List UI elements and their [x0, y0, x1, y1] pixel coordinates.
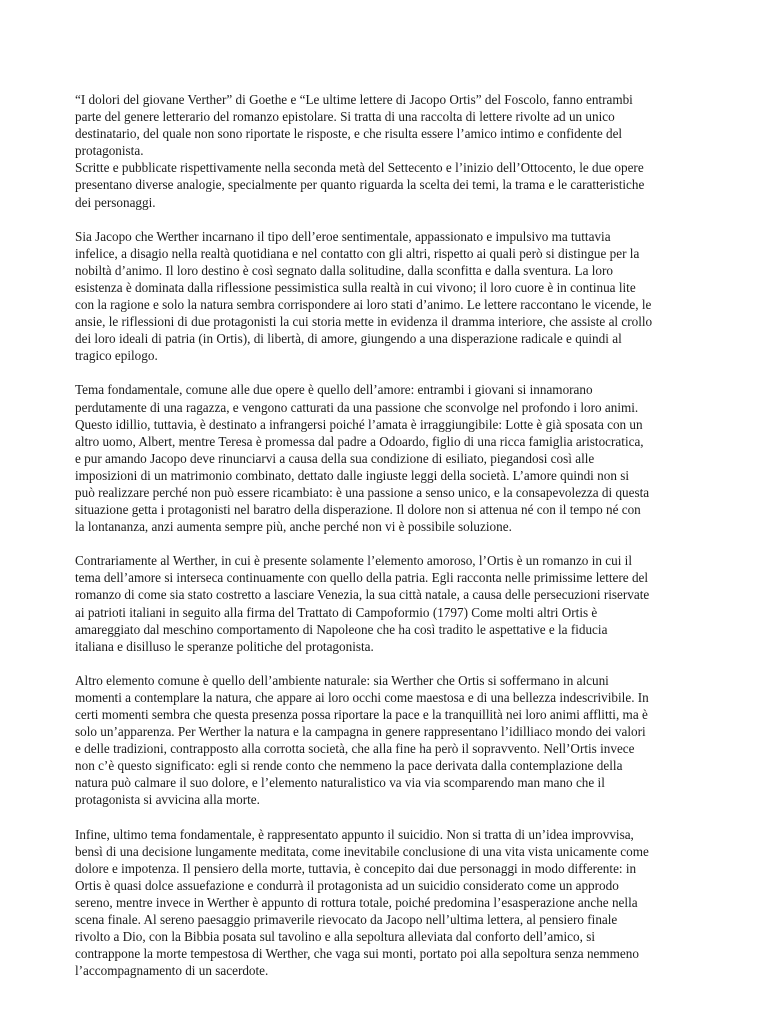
document-page — [75, 91, 697, 979]
paragraph-love-theme: Tema fondamentale, comune alle due opere è quello dell’amore: entrambi i giovani si innamorano perdutamente di una ragazza, e vengono catturati da una passione che sconvolge nel profondo i loro animi. Questo idillio, tuttavia, è destinato a infrangersi poiché l’amata è irraggiungibile: Lotte è già sposata con un altro uomo, Albert, mentre Teresa è promessa dal padre a Odoardo, figlio di una ricca famiglia aristocratica, e pur amando Jacopo deve rinunciarvi a causa della sua condizione di esiliato, piegandosi così alle imposizioni di un matrimonio combinato, dettato dalle ingiuste leggi della società. L’amore quindi non si può realizzare perché non può essere ricambiato: è una passione a senso unico, e la consapevolezza di questa situazione getta i protagonisti nel baratro della disperazione. Il dolore non si attenua né con il tempo né con la lontananza, anzi aumenta sempre più, anche perché non vi è possibile soluzione. — [75, 382, 650, 535]
paragraph-intro: “I dolori del giovane Verther” di Goethe e “Le ultime lettere di Jacopo Ortis” del Foscolo, fanno entrambi parte del genere letterario del romanzo epistolare. Si tratta di una raccolta di lettere rivolte ad un unico destinatario, del quale non sono riportate le risposte, e che risulta essere l’amico intimo e confidente del protagonista. — [75, 92, 633, 159]
paragraph-suicide-theme: Infine, ultimo tema fondamentale, è rappresentato appunto il suicidio. Non si tratta di un’idea improvvisa, bensì di una decisione lungamente meditata, come inevitabile conclusione di una vita vista unicamente come dolore e impotenza. Il pensiero della morte, tuttavia, è concepito dai due personaggi in modo differente: in Ortis è quasi dolce assuefazione e condurrà il protagonista ad un suicidio considerato come un approdo sereno, mentre invece in Werther è appunto di rottura totale, poiché predomina l’esasperazione anche nella scena finale. Al sereno paesaggio primaverile rievocato da Jacopo nell’ultima lettera, al pensiero finale rivolto a Dio, con la Bibbia posata sul tavolino e alla sepoltura alleviata dal conforto dell’amico, si contrappone la morte tempestosa di Werther, che vaga sui monti, portato poi alla sepoltura senza nemmeno l’accompagnamento di un sacerdote. — [75, 826, 649, 979]
paragraph-homeland-theme: Contrariamente al Werther, in cui è presente solamente l’elemento amoroso, l’Ortis è un romanzo in cui il tema dell’amore si interseca continuamente con quello della patria. Egli racconta nelle primissime lettere del romanzo di come sia stato costretto a lasciare Venezia, la sua città natale, a causa delle persecuzioni riservate ai patrioti italiani in seguito alla firma del Trattato di Campoformio (1797) Come molti altri Ortis è amareggiato dal meschino comportamento di Napoleone che ha così tradito le aspettative e la fiducia italiana e disilluso le speranze politiche del protagonista. — [75, 553, 650, 654]
paragraph-sentimental-hero: Sia Jacopo che Werther incarnano il tipo dell’eroe sentimentale, appassionato e impulsivo ma tuttavia infelice, a disagio nella realtà quotidiana e nel contatto con gli altri, rispetto ai quali però si distingue per la nobiltà d’animo. Il loro destino è così segnato dalla solitudine, dalla sconfitta e dalla sventura. La loro esistenza è dominata dalla riflessione pessimistica sulla realtà in cui vivono; il loro cuore è in continua lite con la ragione e solo la natura sembra corrispondere ai loro stati d’animo. Le lettere raccontano le vicende, le ansie, le riflessioni di due protagonisti la cui storia mette in evidenza il dramma interiore, che assiste al crollo dei loro ideali di patria (in Ortis), di libertà, di amore, giungendo a una disperazione radicale e quindi al tragico epilogo. — [75, 228, 653, 364]
paragraph-analogies: Scritte e pubblicate rispettivamente nella seconda metà del Settecento e l’inizio dell’Ottocento, le due opere presentano diverse analogie, specialmente per quanto riguarda la scelta dei temi, la trama e le caratteristiche dei personaggi. — [75, 160, 645, 210]
paragraph-nature-theme: Altro elemento comune è quello dell’ambiente naturale: sia Werther che Ortis si soffermano in alcuni momenti a contemplare la natura, che appare ai loro occhi come maestosa e di una bellezza indescrivibile. In certi momenti sembra che questa presenza possa riportare la pace e la tranquillità nei loro animi afflitti, ma è solo un’apparenza. Per Werther la natura e la campagna in genere rappresentano l’idilliaco mondo dei valori e delle tradizioni, contrapposto alla corrotta società, che alla fine ha però il sopravvento. Nell’Ortis invece non c’è questo significato: egli si rende conto che nemmeno la pace derivata dalla contemplazione della natura può calmare il suo dolore, e l’elemento naturalistico va via via scomparendo man mano che il protagonista si avvicina alla morte. — [75, 672, 649, 808]
